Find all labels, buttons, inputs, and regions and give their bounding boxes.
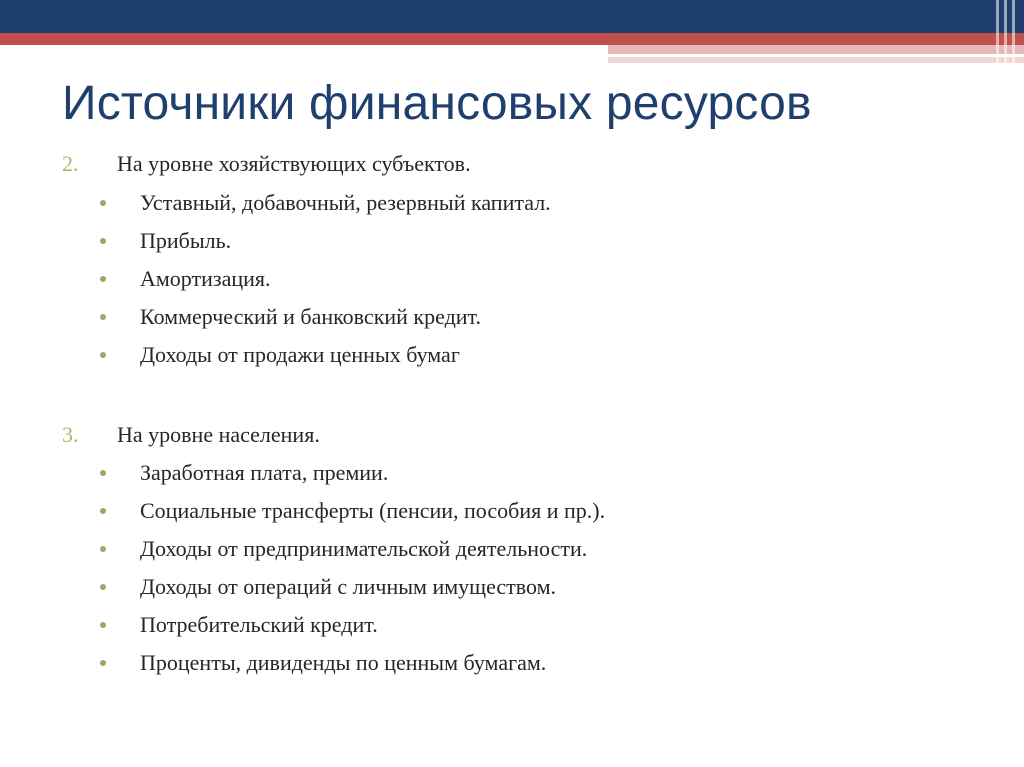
bullet-icon [100,276,106,282]
list-item [0,612,1024,650]
bullet-icon [100,352,106,358]
list-item [0,536,1024,574]
list-item [0,650,1024,688]
list-item-text: Доходы от операций с личным имуществом. [140,574,557,599]
bullet-icon [100,238,106,244]
bullet-icon [100,470,106,476]
bullet-icon [100,546,106,552]
list-item [0,574,1024,612]
bullet-icon [100,314,106,320]
list-item-text: Доходы от предпринимательской деятельности. [140,536,588,561]
list-item [0,342,1024,380]
list-item [0,498,1024,536]
list-item-text: Уставный, добавочный, резервный капитал. [140,190,551,215]
list-item-text: Проценты, дивиденды по ценным бумагам. [140,650,547,675]
list-item [0,266,1024,304]
section-heading [0,151,1024,181]
section-number: 3. [62,422,79,447]
list-item-text: Заработная плата, премии. [140,460,389,485]
list-item [0,304,1024,342]
list-item-text: Доходы от продажи ценных бумаг [140,342,460,367]
list-item-text: Потребительский кредит. [140,612,378,637]
list-item-text: Социальные трансферты (пенсии, пособия и пр.). [140,498,606,523]
section-number: 2. [62,151,79,176]
slide-title: Источники финансовых ресурсов [62,77,812,130]
bullet-icon [100,200,106,206]
bullet-icon [100,660,106,666]
bullet-list [0,460,1024,688]
bullet-list [0,190,1024,380]
bullet-icon [100,584,106,590]
list-item-text: Коммерческий и банковский кредит. [140,304,482,329]
bullet-icon [100,622,106,628]
section-heading [0,422,1024,452]
list-item-text: Прибыль. [140,228,232,253]
list-item [0,460,1024,498]
list-item [0,190,1024,228]
section-heading-text: На уровне населения. [117,422,320,447]
list-item-text: Амортизация. [140,266,271,291]
bullet-icon [100,508,106,514]
section-heading-text: На уровне хозяйствующих субъектов. [117,151,471,176]
list-item [0,228,1024,266]
